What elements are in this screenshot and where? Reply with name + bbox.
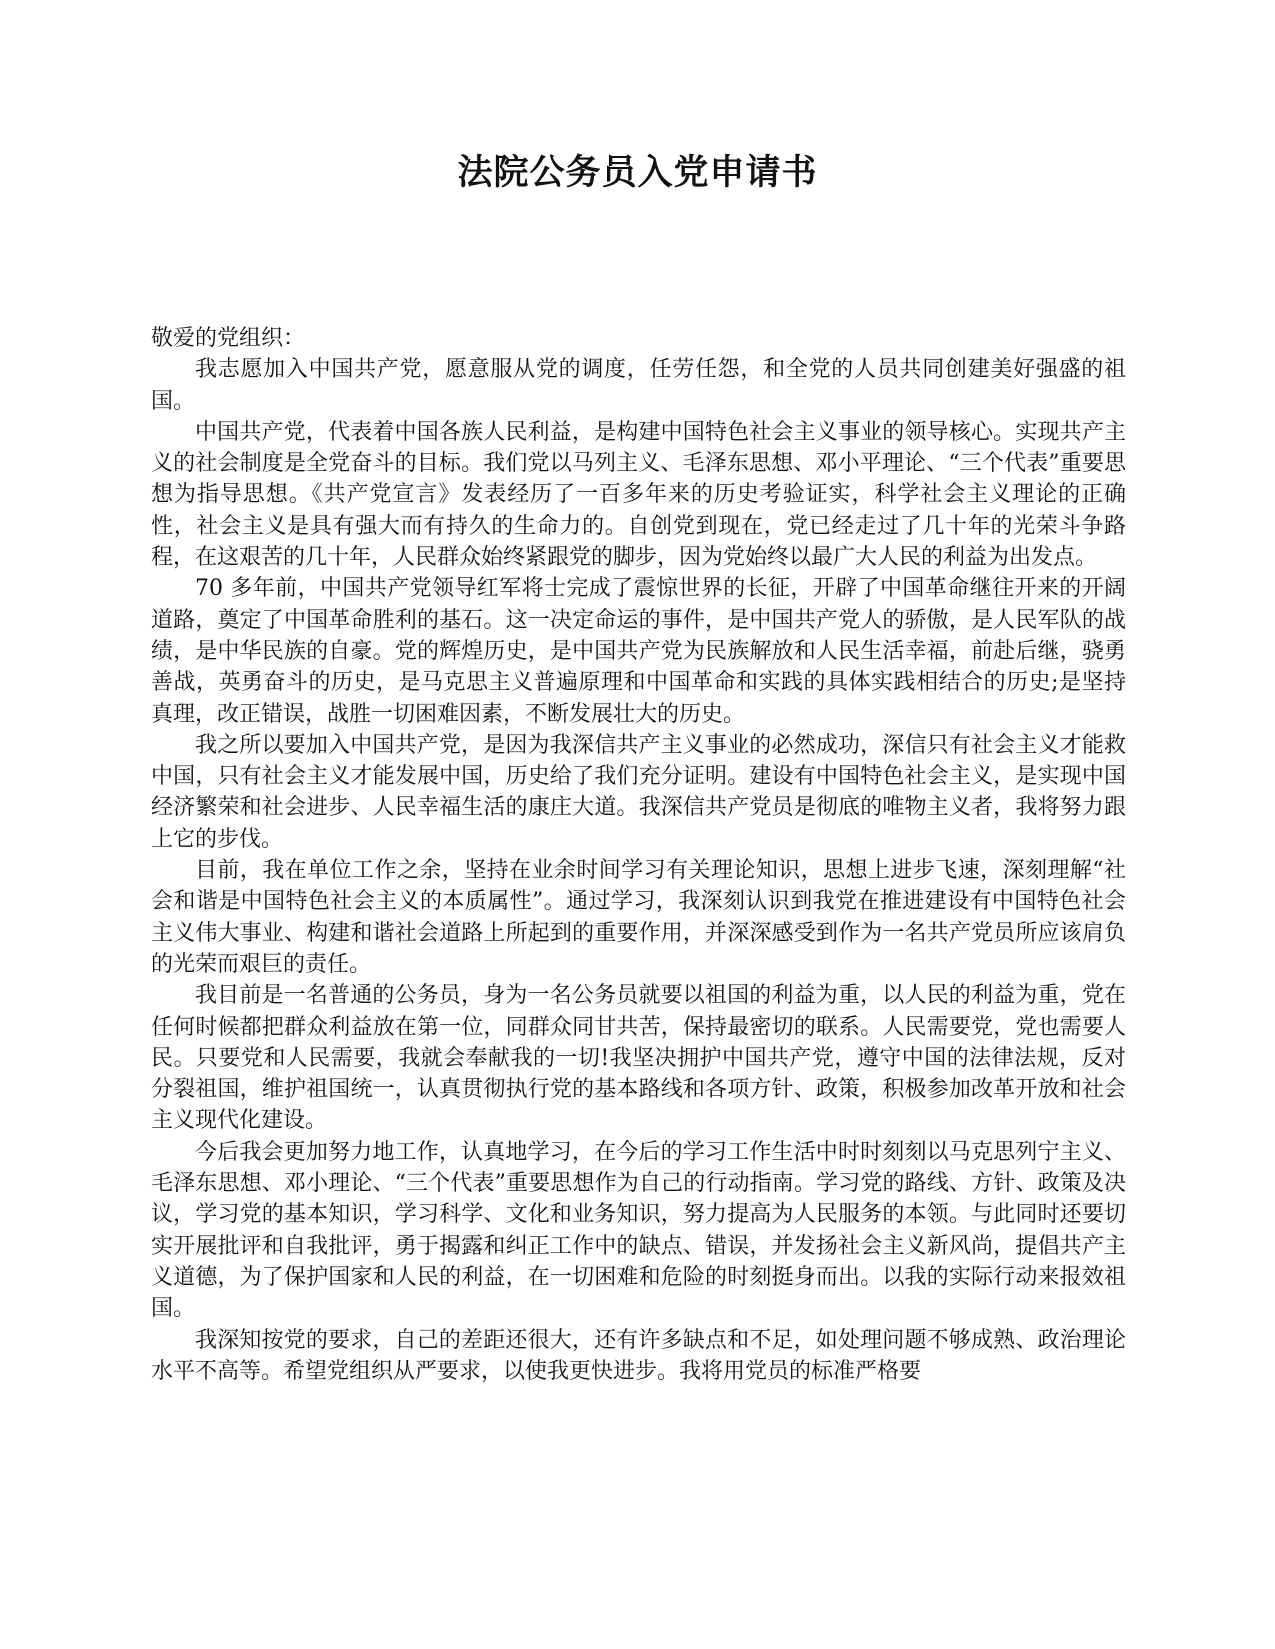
- paragraph-1: 我志愿加入中国共产党，愿意服从党的调度，任劳任怨，和全党的人员共同创建美好强盛的祖国。: [151, 357, 1126, 414]
- paragraph-3: 70 多年前，中国共产党领导红军将士完成了震惊世界的长征，开辟了中国革命继往开来的开阔道路，奠定了中国革命胜利的基石。这一决定命运的事件，是中国共产党人的骄傲，是人民军队的战绩，是中华民族的自豪。党的辉煌历史，是中国共产党为民族解放和人民生活幸福，前赴后继，骁勇善战，英勇奋斗的历史，是马克思主义普遍原理和中国革命和实践的具体实践相结合的历史;是坚持真理，改正错误，战胜一切困难因素，不断发展壮大的历史。: [151, 576, 1126, 727]
- document-title: 法院公务员入党申请书: [457, 152, 818, 193]
- paragraph-6: 我目前是一名普通的公务员，身为一名公务员就要以祖国的利益为重，以人民的利益为重，党在任何时候都把群众利益放在第一位，同群众同甘共苦，保持最密切的联系。人民需要党，党也需要人民。只要党和人民需要，我就会奉献我的一切!我坚决拥护中国共产党，遵守中国的法律法规，反对分裂祖国，维护祖国统一，认真贯彻执行党的基本路线和各项方针、政策，积极参加改革开放和社会主义现代化建设。: [151, 983, 1126, 1134]
- document-body: [151, 323, 1126, 1387]
- salutation: 敬爱的党组织：: [151, 326, 306, 351]
- paragraph-2: 中国共产党，代表着中国各族人民利益，是构建中国特色社会主义事业的领导核心。实现共产主义的社会制度是全党奋斗的目标。我们党以马列主义、毛泽东思想、邓小平理论、“三个代表”重要思想为指导思想。《共产党宣言》发表经历了一百多年来的历史考验证实，科学社会主义理论的正确性，社会主义是具有强大而有持久的生命力的。自创党到现在，党已经走过了几十年的光荣斗争路程，在这艰苦的几十年，人民群众始终紧跟党的脚步，因为党始终以最广大人民的利益为出发点。: [151, 419, 1126, 571]
- paragraph-8: 我深知按党的要求，自己的差距还很大，还有许多缺点和不足，如处理问题不够成熟、政治理论水平不高等。希望党组织从严要求，以使我更快进步。我将用党员的标准严格要: [151, 1327, 1126, 1384]
- paragraph-5: 目前，我在单位工作之余，坚持在业余时间学习有关理论知识，思想上进步飞速，深刻理解“社会和谐是中国特色社会主义的本质属性”。通过学习，我深刻认识到我党在推进建设有中国特色社会主义伟大事业、构建和谐社会道路上所起到的重要作用，并深深感受到作为一名共产党员所应该肩负的光荣而艰巨的责任。: [151, 858, 1126, 977]
- paragraph-4: 我之所以要加入中国共产党，是因为我深信共产主义事业的必然成功，深信只有社会主义才能救中国，只有社会主义才能发展中国，历史给了我们充分证明。建设有中国特色社会主义，是实现中国经济繁荣和社会进步、人民幸福生活的康庄大道。我深信共产党员是彻底的唯物主义者，我将努力跟上它的步伐。: [151, 732, 1126, 852]
- paragraph-7: 今后我会更加努力地工作，认真地学习，在今后的学习工作生活中时时刻刻以马克思列宁主义、毛泽东思想、邓小理论、“三个代表”重要思想作为自己的行动指南。学习党的路线、方针、政策及决议，学习党的基本知识，学习科学、文化和业务知识，努力提高为人民服务的本领。与此同时还要切实开展批评和自我批评，勇于揭露和纠正工作中的缺点、错误，并发扬社会主义新风尚，提倡共产主义道德，为了保护国家和人民的利益，在一切困难和危险的时刻挺身而出。以我的实际行动来报效祖国。: [151, 1139, 1126, 1322]
